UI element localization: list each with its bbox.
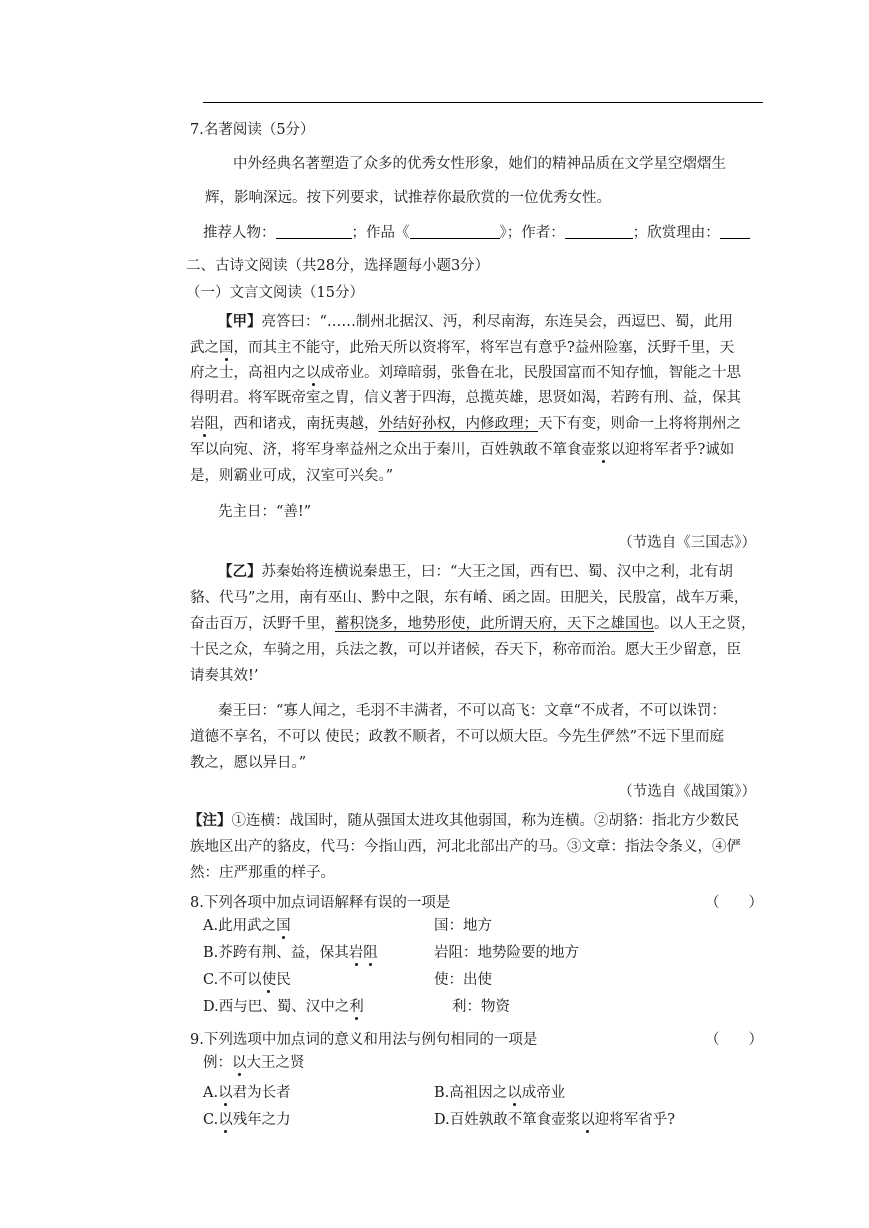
q9-stem: 9.下列选项中加点词的意义和用法与例句相同的一项是 — [190, 1032, 538, 1048]
q8-option-b-explanation: 岩阻：地势险要的地方 — [434, 945, 579, 961]
yi-line7: 道德不享名，不可以 使民；政教不顺者，不可以烦大臣。今先生俨然”不远下里而庭 — [190, 729, 725, 745]
section2-sub1: （一）文言文阅读（15分） — [186, 285, 364, 301]
dotted-char: 岩 — [348, 945, 364, 961]
underlined-sentence: 蓄积饶多，地势形使，此所谓天府，天下之雄国也 — [335, 616, 654, 632]
q9-option-c[interactable]: C.以残年之力 — [203, 1112, 291, 1128]
dotted-char: 以 — [218, 1085, 233, 1101]
q9-example: 例：以大王之贤 — [203, 1055, 305, 1071]
dotted-char: 使 — [261, 972, 277, 988]
jia-source: （节选自《三国志》） — [618, 535, 756, 551]
dotted-char: 以 — [507, 1085, 522, 1101]
yi-line1: 【乙】苏秦始将连横说秦患王，曰：“大王之国，西有巴、蜀、汉中之利，北有胡 — [218, 563, 733, 580]
q8-option-d-explanation: 利：物资 — [452, 999, 510, 1015]
rec-work-label: ；作品《 — [351, 225, 410, 241]
yi-line3: 奋击百万，沃野千里，蓄积饶多，地势形使，此所谓天府，天下之雄国也。以人王之贤， — [190, 616, 756, 632]
q9-option-b[interactable]: B.高祖因之以成帝业 — [434, 1085, 566, 1101]
dotted-char: 国 — [219, 340, 234, 356]
q7-paragraph-line2: 辉，影响深远。按下列要求，试推荐你最欣赏的一位优秀女性。 — [205, 190, 611, 206]
jia-line2: 武之国，而其主不能守，此殆天所以资将军，将军岂有意乎?益州险塞，沃野千里，天 — [190, 340, 735, 356]
yi-line2: 貉、代马”之用，南有巫山、黔中之限，东有崤、函之固。田肥关，民殷富，战车万乘， — [190, 590, 749, 606]
note-tag: 【注】 — [188, 812, 232, 829]
yi-tag: 【乙】 — [218, 563, 262, 580]
dotted-char: 利 — [349, 999, 364, 1015]
underlined-sentence: 外结好孙权，内修政理； — [378, 416, 538, 432]
q8-answer-bracket[interactable]: （ ） — [705, 895, 763, 911]
note-line3: 然：庄严那重的样子。 — [190, 865, 335, 881]
jia-tag: 【甲】 — [218, 313, 262, 330]
jia-line1: 【甲】亮答曰：“……制州北据汉、沔，利尽南海，东连吴会，西逗巴、蜀，此用 — [218, 313, 733, 330]
jia-line3: 府之士，高祖内之以成帝业。刘璋暗弱，张鲁在北，民殷国富而不知存恤，智能之十思 — [190, 365, 741, 381]
dotted-char: 以 — [218, 1112, 233, 1128]
note-line1: 【注】①连横：战国时，随从强国太进攻其他弱国，称为连横。②胡貉：指北方少数民 — [188, 812, 739, 829]
note-line2: 族地区出产的貉皮，代马：今指山西，河北北部出产的马。③文章：指法令条义，④俨 — [190, 839, 741, 855]
jia-line6: 军以向宛、济，将军身率益州之众出于秦川，百姓孰敢不箪食壶浆以迎将军者乎?诚如 — [190, 442, 735, 458]
jia-line8: 先主日：“善!” — [218, 504, 312, 520]
yi-line8: 教之，愿以异日。” — [190, 755, 307, 771]
yi-line6: 秦王曰：“寡人闻之，毛羽不丰满者，不可以高飞：文章“不成者，不可以诛罚： — [218, 703, 726, 719]
yi-source: （节选自《战国策》） — [618, 784, 756, 800]
jia-line4: 得明君。将军既帝室之胄，信义著于四海，总揽英雄，思贤如渴，若跨有刑、益，保其 — [190, 390, 741, 406]
rec-reason-blank[interactable] — [720, 224, 750, 239]
section2-title: 二、古诗文阅读（共28分，选择题每小题3分） — [186, 258, 490, 274]
rec-reason-label: ；欣赏理由： — [632, 225, 720, 241]
dotted-word: 岩阻 — [190, 416, 219, 432]
yi-line5: 请奏其效!’ — [190, 668, 259, 684]
q9-option-d[interactable]: D.百姓孰敢不箪食壶浆以迎将军省乎? — [434, 1112, 675, 1128]
jia-line7: 是，则霸业可成，汉室可兴矣。” — [190, 468, 394, 484]
rec-person-blank[interactable] — [276, 224, 352, 239]
jia-line5: 岩阻，西和诸戎，南抚夷越，外结好孙权，内修政理；天下有变，则命一上将将荆州之 — [190, 416, 741, 432]
q8-option-a-explanation: 国：地方 — [434, 918, 492, 934]
rec-person-label: 推荐人物： — [203, 225, 276, 241]
q8-option-c[interactable]: C.不可以使民 — [203, 972, 291, 988]
q7-recommend-line — [203, 223, 750, 243]
q7-title: 7.名著阅读（5分） — [190, 122, 315, 138]
q8-stem: 8.下列各项中加点词语解释有误的一项是 — [190, 895, 451, 911]
rec-author-blank[interactable] — [565, 224, 633, 239]
dotted-char: 以 — [306, 365, 321, 381]
q9-answer-bracket[interactable]: （ ） — [705, 1032, 763, 1048]
dotted-char: 阻 — [363, 945, 378, 961]
dotted-char: 国 — [276, 918, 291, 934]
q8-option-d[interactable]: D.西与巴、蜀、汉中之利 — [203, 999, 364, 1015]
q8-option-b[interactable]: B.芥跨有荆、益，保其岩阻 — [203, 945, 378, 961]
dotted-char: 以 — [232, 1055, 247, 1071]
dotted-char: 以 — [580, 1112, 595, 1128]
dotted-char: 浆 — [596, 442, 611, 458]
rec-author-label: 》；作者： — [499, 225, 565, 241]
yi-line4: 十民之众，车骑之用，兵法之教，可以并诸候，吞天下，称帝而治。愿大王少留意，臣 — [190, 642, 741, 658]
header-rule — [203, 102, 763, 103]
q9-option-a[interactable]: A.以君为长者 — [203, 1085, 291, 1101]
rec-work-blank[interactable] — [410, 224, 500, 239]
q8-option-a[interactable]: A.此用武之国 — [203, 918, 291, 934]
q8-option-c-explanation: 使：出使 — [434, 972, 492, 988]
q7-paragraph-line1: 中外经典名著塑造了众多的优秀女性形象，她们的精神品质在文学星空熠熠生 — [233, 156, 726, 172]
